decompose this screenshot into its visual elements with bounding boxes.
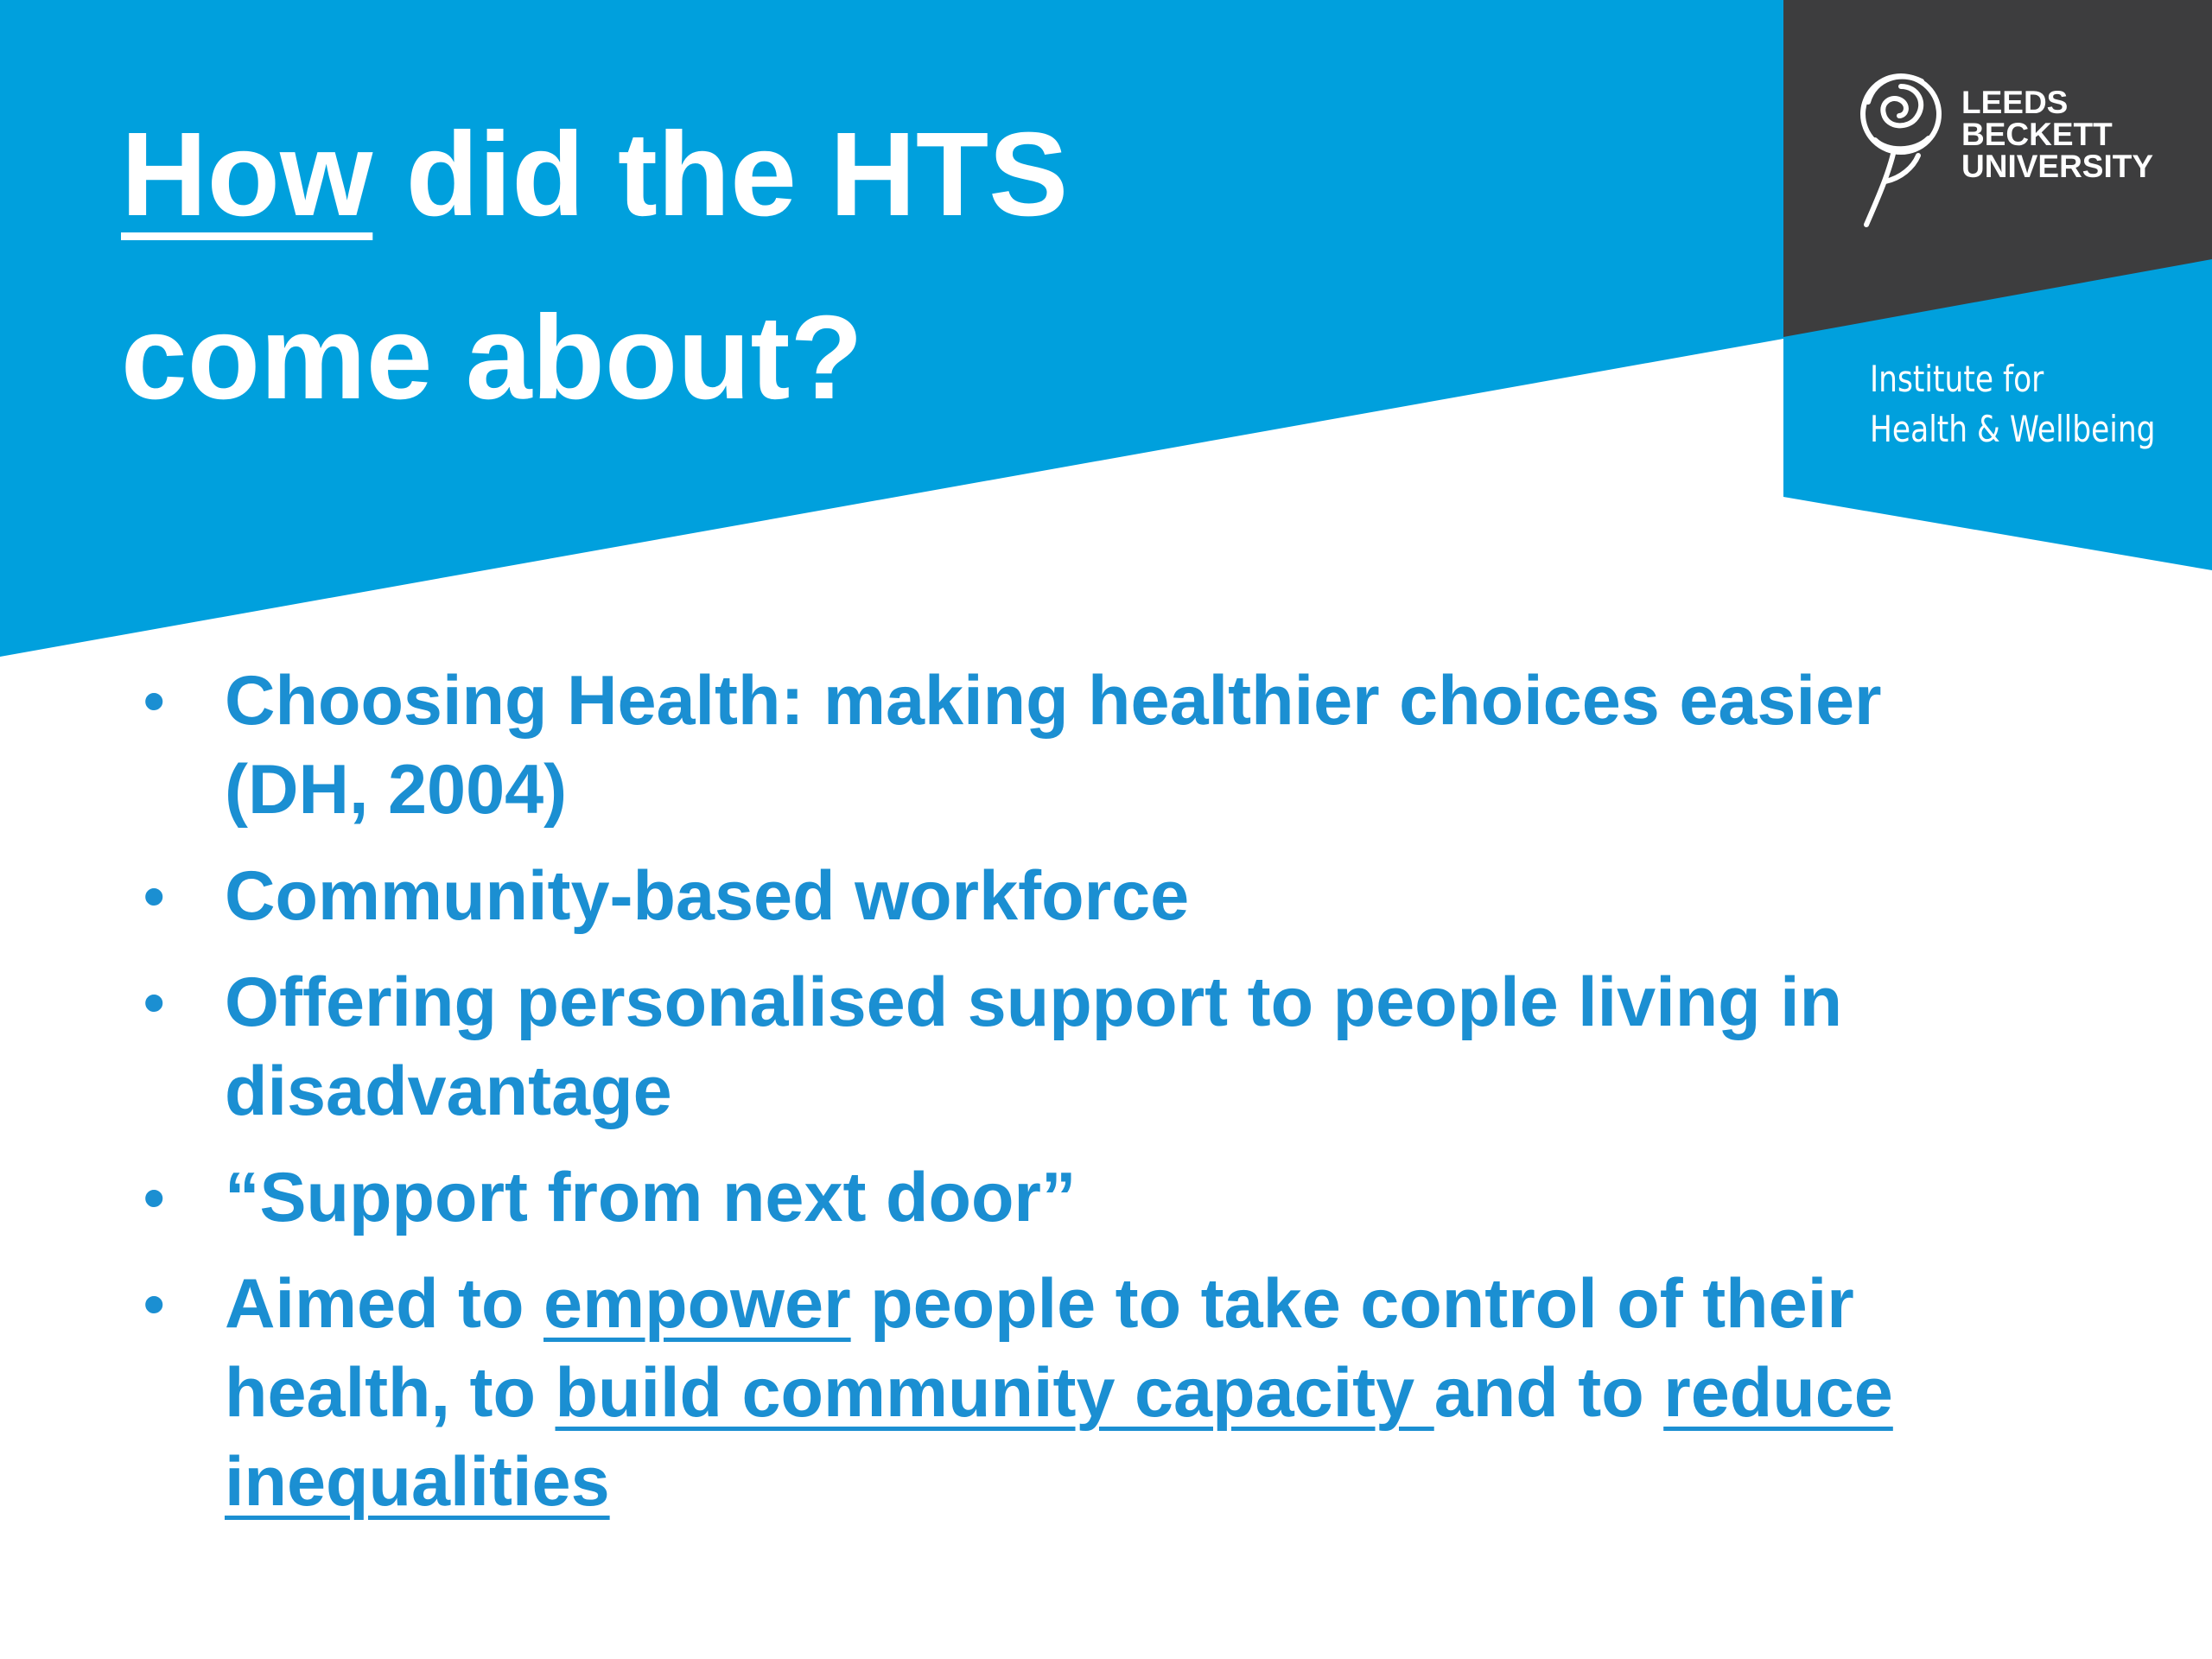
underlined-phrase-inequalities: reduce inequalities	[225, 1354, 1893, 1521]
institute-name-line2: Health & Wellbeing	[1870, 408, 2156, 450]
bullet-marker: •	[143, 1270, 165, 1338]
bullet-text: “Support from next door”	[225, 1159, 1077, 1236]
bullet-marker: •	[143, 667, 165, 734]
bullet-text-part: people to take control of their health, to	[225, 1265, 1854, 1432]
title-line2: come about?	[121, 291, 863, 424]
bullet-text: Choosing Health: making healthier choices easier (DH, 2004)	[225, 662, 1882, 829]
title-line1-rest: did the HTS	[372, 108, 1069, 241]
rose-icon	[1849, 60, 1944, 233]
bullet-text: Offering personalised support to people living in disadvantage	[225, 963, 1843, 1130]
bullet-marker: •	[143, 862, 165, 930]
bullet-text-part: and to	[1433, 1354, 1664, 1432]
university-name-line1: LEEDS	[1961, 85, 2069, 120]
underlined-phrase-empower: empower	[543, 1265, 851, 1343]
university-name	[1961, 86, 2153, 182]
bullet-list	[138, 657, 1996, 1544]
university-name-line3: UNIVERSITY	[1961, 149, 2154, 184]
institute-name	[1870, 354, 2156, 454]
title-underlined-word: How	[121, 108, 373, 241]
bullet-marker: •	[143, 969, 165, 1036]
institute-name-line1: Institute for	[1870, 358, 2044, 400]
underlined-phrase-community-capacity: build community capacity	[555, 1354, 1434, 1432]
bullet-item	[138, 1154, 1996, 1243]
slide-title	[121, 83, 1068, 449]
bullet-text: Community-based workforce	[225, 857, 1190, 935]
bullet-item	[138, 958, 1996, 1136]
bullet-text-part: Aimed to	[225, 1265, 544, 1343]
bullet-item	[138, 1260, 1996, 1527]
bullet-item	[138, 657, 1996, 835]
bullet-marker: •	[143, 1164, 165, 1231]
university-name-line2: BECKETT	[1961, 117, 2113, 152]
bullet-item	[138, 852, 1996, 941]
